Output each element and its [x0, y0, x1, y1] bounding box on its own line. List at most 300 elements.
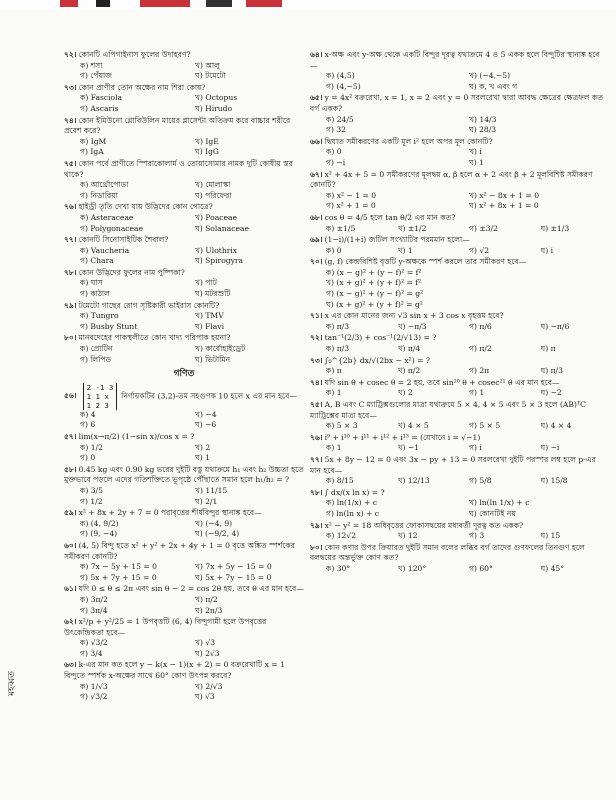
answer-option: ঘ) −6	[195, 420, 217, 430]
question-stem	[310, 356, 606, 367]
determinant-matrix	[83, 383, 118, 410]
answer-option: ক) শসা	[80, 60, 103, 70]
answer-options	[310, 344, 606, 355]
question-number: ৫৮।	[64, 464, 77, 474]
answer-option: গ) নিডারিয়া	[80, 190, 118, 200]
question-item	[64, 584, 304, 616]
answer-option: খ) π/2	[195, 594, 218, 604]
answer-option: গ) √2	[469, 245, 490, 255]
question-text: কোনটি এপিগাইনাস ফুলের উদাহরণ?	[78, 50, 191, 59]
answer-option: খ) 2/√3	[195, 681, 223, 691]
question-stem	[310, 378, 606, 389]
answer-options	[64, 519, 304, 540]
question-item	[64, 508, 304, 540]
question-text: ∫ dx/(x ln x) = ?	[324, 487, 385, 497]
question-item	[64, 159, 304, 201]
answer-option: ঘ) 45°	[540, 563, 565, 573]
answer-option: ঘ) 2π/3	[195, 605, 223, 615]
question-item	[310, 378, 606, 399]
answer-option: খ) ±1/2	[397, 223, 427, 233]
question-item	[310, 50, 606, 92]
answer-option: গ) i	[469, 443, 482, 453]
answer-option: গ) −i	[326, 157, 346, 167]
answer-option: গ) 3π/4	[80, 605, 108, 615]
answer-option: গ) Chara	[80, 256, 114, 266]
question-stem	[64, 235, 304, 246]
answer-option: ক) 30°	[326, 563, 351, 573]
answer-option: ঘ) π/3	[540, 366, 563, 376]
question-text: কোন কণার উপর ক্রিয়ারত দুইটি সমান বলের লব্ধির বর্গ তাদের গুণফলের তিনগুণ হলে বলদ্বয়ের অন্তর্ভুক্ত কোণ কত?	[310, 542, 585, 563]
answer-options	[310, 147, 606, 168]
answer-option: ক) (x − g)² + (y − f)² = f²	[326, 267, 422, 277]
question-stem	[64, 159, 304, 180]
answer-options	[64, 682, 304, 703]
answer-option: ঘ) মটরশুটি	[195, 289, 231, 299]
question-item	[64, 541, 304, 583]
answer-option: ঘ) 2√3	[195, 648, 220, 658]
answer-option: খ) (x + g)² + (y + f)² = f²	[326, 278, 422, 288]
answer-option: ক) 4	[80, 409, 96, 419]
answer-option: খ) Poaceae	[195, 212, 238, 222]
question-number: ৭৪।	[64, 115, 77, 125]
answer-option: ক) (4, 9/2)	[80, 518, 119, 528]
question-number: ৭৮।	[310, 487, 323, 497]
answer-option: খ) 2	[397, 388, 413, 398]
question-item	[64, 301, 304, 333]
answer-option: ঘ) 15/8	[540, 476, 568, 486]
right-column	[310, 50, 606, 576]
question-number: ৫৭।	[64, 432, 77, 441]
question-number: ৭৯।	[310, 520, 323, 530]
answer-option: খ) π/4	[397, 344, 421, 354]
answer-option: ঘ) ভিটামিন	[195, 354, 231, 364]
question-text: (g, f) কেন্দ্রবিশিষ্ট বৃত্তটি y-অক্ষকে স্পর্শ করলে তার সমীকরণ হবে—	[324, 257, 527, 267]
question-stem	[64, 333, 304, 344]
answer-option: খ) পাট	[195, 278, 217, 288]
answer-option: খ) আলু	[195, 60, 220, 70]
question-number: ৭১।	[310, 311, 323, 321]
question-stem	[310, 455, 606, 476]
question-stem	[64, 50, 304, 61]
top-color-band	[0, 0, 616, 10]
answer-options	[64, 638, 304, 659]
question-text: কোন পর্বে প্রাণীতে স্পিরাকোলার্ম ও তোয়াসোমার নামক দুটি কোষীয় স্তর থাকে?	[64, 158, 293, 179]
answer-option: খ) 7x + 5y − 15 = 0	[195, 562, 272, 572]
answer-option: ঘ) 5x + 7y − 15 = 0	[195, 572, 272, 582]
question-stem	[64, 432, 304, 443]
question-text: lim(x→π/2) (1−sin x)/cos x = ?	[78, 432, 195, 441]
answer-option: ঘ) √3	[195, 692, 215, 702]
answer-options	[310, 191, 606, 212]
question-number: ৭৮।	[64, 267, 77, 277]
left-column	[64, 50, 304, 704]
answer-options	[64, 180, 304, 201]
answer-option: খ) x² − 8x + 1 = 0	[469, 190, 540, 200]
matrix-row: 1 1 x	[86, 391, 109, 401]
question-stem	[64, 83, 304, 94]
answer-option: গ) ±3/2	[469, 223, 498, 233]
answer-option: গ) 6	[80, 420, 96, 430]
question-stem	[310, 93, 606, 114]
question-text: (1−i)/(1+i) জটিল সংখ্যাটির পরমমান হলো—	[324, 235, 470, 245]
answer-options	[310, 71, 606, 92]
question-text: দ্বিঘাত সমীকরণের একটি মূল i² হলে অপর মূল কোনটি?	[324, 136, 493, 146]
answer-option: ঘ) টমেটো	[195, 71, 226, 81]
answer-option: ঘ) Hirudo	[195, 103, 233, 113]
answer-options	[310, 322, 606, 333]
answer-option: খ) (−4, 9)	[195, 518, 233, 528]
answer-option: খ) 4 × 5	[397, 421, 429, 431]
question-item	[310, 257, 606, 310]
answer-option: গ) 1/2	[80, 496, 103, 506]
question-item	[64, 50, 304, 82]
answer-options	[310, 498, 606, 519]
answer-options	[310, 224, 606, 235]
answer-option: ঘ) IgG	[195, 147, 219, 157]
answer-option: ঘ) 15	[540, 531, 561, 541]
question-number: ৬০।	[64, 540, 77, 550]
answer-option: গ) (4,−5)	[326, 81, 361, 91]
answer-option: ঘ) ±1/3	[540, 223, 570, 233]
answer-option: ক) √3/2	[80, 638, 108, 648]
answer-option: ক) π/3	[326, 321, 350, 331]
answer-option: গ) 60°	[469, 563, 493, 573]
answer-option: গ) 5x + 7y + 15 = 0	[80, 572, 157, 582]
question-stem	[310, 433, 606, 444]
question-number: ৭৪।	[310, 377, 323, 387]
answer-option: ঘ) 2/1	[195, 496, 218, 506]
question-item	[310, 333, 606, 354]
answer-option: ক) প্রোটিন	[80, 344, 113, 354]
question-number: ৭৭।	[310, 454, 323, 464]
answer-option: ঘ) −i	[540, 443, 560, 453]
answer-option: গ) √3/2	[80, 692, 108, 702]
answer-option: গ) 3	[469, 531, 485, 541]
question-item	[310, 170, 606, 212]
answer-options	[64, 344, 304, 365]
answer-options	[310, 443, 606, 454]
question-number: ৮০।	[64, 333, 77, 343]
question-number: ৬৬।	[310, 136, 323, 146]
question-number: ৭২।	[64, 50, 77, 59]
answer-option: খ) π/2	[397, 366, 421, 376]
question-stem	[310, 521, 606, 532]
answer-option: ক) π	[326, 366, 342, 376]
answer-option: ঘ) Spirogyra	[195, 256, 244, 266]
question-stem	[310, 400, 606, 421]
answer-options	[310, 476, 606, 487]
matrix-row: 1 2 3	[86, 400, 109, 410]
question-text: x² + 8x + 2y + 7 = 0 পরাবৃত্তের শীর্ষবিন্দুর স্থানাঙ্ক হবে—	[78, 508, 262, 518]
answer-option: ক) 1/2	[80, 442, 103, 452]
question-text: x এর কোন মানের জন্য √3 sin x + 3 cos x বৃহত্তম হবে?	[324, 311, 504, 321]
answer-option: গ) 32	[326, 125, 347, 135]
answer-options	[64, 486, 304, 507]
question-text: কোন উদ্ভিদের ফুলের নাম পুষ্পিকা?	[78, 267, 185, 277]
answer-option: ঘ) 1	[469, 157, 484, 167]
question-stem	[64, 301, 304, 312]
answer-option: গ) Busby Stunt	[80, 321, 138, 331]
question-stem	[64, 465, 304, 486]
question-number: ৬৮।	[310, 212, 323, 222]
question-text: ∫₀^{2b} dx/√(2bx − x²) = ?	[324, 355, 430, 365]
question-text: x²/p + y²/25 = 1 উপবৃত্তটি (6, 4) বিন্দুগামী হলে উপবৃত্তের উৎকেন্দ্রিকতা হবে—	[64, 617, 267, 637]
answer-option: ঘ) Solanaceae	[195, 223, 249, 233]
answer-option: ক) 3π/2	[80, 594, 108, 604]
question-item	[310, 521, 606, 542]
answer-option: খ) √3	[195, 638, 216, 648]
question-item	[64, 268, 304, 300]
answer-option: ঘ) x² + 8x + 1 = 0	[469, 201, 539, 211]
answer-option: খ) (−4,−5)	[469, 71, 511, 81]
question-text: কোন ইমিউনো গ্লোবিউলিন মায়ের প্লাসেন্টা অতিক্রম করে বাচ্চার শরীরে প্রবেশ করে?	[64, 115, 291, 136]
answer-options	[310, 531, 606, 542]
answer-option: ক) IgM	[80, 136, 107, 146]
answer-options	[64, 137, 304, 158]
answer-option: ক) 0	[326, 245, 342, 255]
question-stem	[64, 268, 304, 279]
question-number: ৬২।	[64, 617, 77, 627]
question-number: ৬৪।	[310, 50, 323, 59]
answer-option: গ) Ascaris	[80, 103, 119, 113]
question-item	[310, 455, 606, 487]
question-text: x² − y² = 18 অধিবৃত্তের ফোকাসদ্বয়ের মধ্যবর্তী দূরত্ব কত একক?	[324, 520, 524, 530]
answer-options	[310, 115, 606, 136]
answer-option: ঘ) π	[540, 344, 556, 354]
question-stem	[310, 137, 606, 148]
question-stem	[64, 508, 304, 519]
question-number: ৫৬।	[64, 391, 77, 401]
answer-option: গ) 2π	[469, 366, 490, 376]
answer-option: খ) IgE	[195, 136, 219, 146]
answer-option: ঘ) কোনটিই নয়	[469, 508, 516, 518]
question-item	[64, 116, 304, 158]
section-title: গণিত	[173, 369, 195, 380]
answer-option: গ) 5/8	[469, 476, 492, 486]
answer-option: গ) π/6	[469, 321, 492, 331]
question-stem	[64, 617, 304, 638]
answer-option: ঘ) 1	[195, 453, 210, 463]
question-text: A, B এবং C ম্যাট্রিক্সগুলোর মাত্রা যথাক্রমে 5 × 4, 4 × 5 এবং 5 × 3 হলে (AB)ᵀC ম্যাট্রিক্সের মাত্রা হবে—	[310, 400, 586, 420]
answer-option: গ) Polygonaceae	[80, 223, 144, 233]
question-item	[64, 660, 304, 702]
answer-option: ক) 0	[326, 147, 342, 157]
question-item	[64, 235, 304, 267]
answer-option: খ) i	[469, 147, 482, 157]
answer-option: ঘ) i	[540, 245, 553, 255]
question-number: ৭৬।	[64, 202, 77, 212]
question-text: x² + 4x + 5 = 0 সমীকরণের মূলদ্বয় α, β হলে α + 2 এবং β + 2 মূলবিশিষ্ট সমীকরণ কোনটি?	[310, 169, 593, 190]
answer-option: খ) 12/13	[397, 476, 430, 486]
answer-options	[310, 388, 606, 399]
answer-option: গ) π/2	[469, 344, 492, 354]
answer-option: ক) ±1/5	[326, 223, 356, 233]
answer-option: গ) 5 × 5	[469, 421, 501, 431]
question-item	[310, 400, 606, 432]
answer-option: গ) ln(ln x) + c	[326, 508, 380, 518]
question-text: কোন প্রাণীর তোন অক্ষের নাম শিরা কোষ?	[78, 82, 206, 92]
question-stem	[310, 543, 606, 564]
question-item	[64, 432, 304, 464]
question-number: ৭৯।	[64, 300, 77, 310]
question-stem	[310, 333, 606, 344]
answer-option: গ) (9, −4)	[80, 529, 118, 539]
question-stem	[310, 213, 606, 224]
question-number: ৭৩।	[64, 82, 77, 92]
question-text: যদি 0 ≤ θ ≤ 2π এবং sin θ − 2 = cos 2θ হয়, তবে θ এর মান হবে—	[78, 584, 304, 594]
answer-option: গ) কাঠাল	[80, 289, 110, 299]
question-number: ৭৩।	[310, 355, 323, 365]
answer-option: খ) 120°	[397, 563, 427, 573]
question-text: x-অক্ষ এবং y-অক্ষ থেকে একটি বিন্দুর দূরত্ব যথাক্রমে 4 ও 5 একক হলে বিন্দুটির স্থানাঙ্ক হবে—	[310, 50, 600, 70]
answer-option: ক) 12√2	[326, 531, 357, 541]
side-label: মহব্বত	[7, 671, 17, 696]
question-stem	[64, 383, 304, 410]
question-text: কোনটি সিনোসাইটিক শৈবাল?	[78, 235, 169, 245]
question-number: ৬৯।	[310, 235, 323, 245]
question-item	[310, 93, 606, 135]
question-number: ৮০।	[310, 542, 323, 552]
question-stem	[310, 257, 606, 268]
answer-option: ঘ) 4 × 4	[540, 421, 572, 431]
question-stem	[64, 202, 304, 213]
question-item	[64, 465, 304, 507]
answer-options	[310, 246, 606, 257]
answer-option: ক) Vaucheria	[80, 245, 130, 255]
answer-option: খ) কার্বোহাইড্রেট	[195, 344, 246, 354]
answer-option: খ) 1	[397, 245, 413, 255]
question-text: হাইড্রী তৃতি দেখা যায় উদ্ভিদের কোন গোত্রে?	[78, 202, 213, 212]
question-text: y = 4x² বক্ররেখা, x = 1, x = 2 এবং y = 0 সরলরেখা দ্বারা আবদ্ধ ক্ষেত্রের ক্ষেত্রফল কত বর্গ একক?	[310, 93, 603, 113]
answer-option: ক) 1/√3	[80, 681, 108, 691]
answer-option: ক) 7x − 5y + 15 = 0	[80, 562, 157, 572]
question-text: টমেটো গাছের রোগ সৃষ্টিকারী ভাইরাস কোনটি?	[78, 300, 220, 310]
answer-option: ক) আর্থ্রোপোডা	[80, 180, 129, 190]
question-item	[310, 235, 606, 256]
answer-options	[64, 278, 304, 299]
answer-options	[64, 61, 304, 82]
answer-options	[64, 311, 304, 332]
question-stem	[310, 50, 606, 71]
answer-option: ক) ln(1/x) + c	[326, 498, 378, 508]
question-number: ৭৫।	[64, 158, 77, 168]
question-text: tan⁻¹(2/3) + cos⁻¹(2/√13) = ?	[324, 333, 437, 343]
question-item	[64, 617, 304, 659]
answer-option: গ) 0	[80, 453, 96, 463]
question-number: ৬৩।	[64, 660, 77, 670]
answer-option: খ) 2	[195, 442, 211, 452]
answer-options	[310, 564, 606, 575]
question-text: 5x + 8y − 12 = 0 এবং 3x − py + 13 = 0 সরলরেখা দুইটি পরস্পর লম্ব হলে p-এর মান হবে—	[310, 454, 596, 475]
answer-option: গ) 1	[469, 388, 485, 398]
answer-option: খ) মোলাস্কা	[195, 180, 231, 190]
question-item	[310, 543, 606, 575]
answer-options	[64, 443, 304, 464]
question-text: cos θ = 4/5 হলে tan θ/2 এর মান কত?	[324, 212, 456, 222]
answer-option: খ) 14/3	[469, 114, 497, 124]
question-number: ৭২।	[310, 333, 323, 343]
answer-option: ক) 1	[326, 388, 342, 398]
question-number: ৬৫।	[310, 93, 323, 103]
question-stem	[310, 235, 606, 246]
question-number: ৭০।	[310, 257, 323, 267]
answer-option: গ) 3/4	[80, 648, 103, 658]
answer-option: ঘ) Flavi	[195, 321, 225, 331]
answer-option: ক) x² − 1 = 0	[326, 190, 377, 200]
question-text: (4, 5) বিন্দু হতে x² + y² + 2x + 4y + 1 = 0 বৃত্তে অঙ্কিত স্পর্শকের সমীকরণ কোনটি?	[64, 540, 295, 561]
answer-option: খ) Octopus	[195, 93, 238, 103]
question-number: ৭৭।	[64, 235, 77, 245]
answer-options	[310, 421, 606, 432]
question-text: মানবদেহের পাকস্থলীতে কোন খাদ্য পরিপাক হয়না?	[78, 333, 231, 343]
answer-options	[64, 562, 304, 583]
answer-option: খ) 11/15	[195, 485, 228, 495]
answer-options	[64, 246, 304, 267]
question-text: নির্ণায়কটির (3,2)-তম সহগুণক 10 হলে x এর মান হবে—	[121, 391, 297, 401]
answer-option: গ) লিপিড	[80, 354, 112, 364]
answer-options	[310, 366, 606, 377]
question-text: 0.45 kg এবং 0.90 kg ভরের দুইটি বস্তু যথাক্রমে h₁ এবং h₂ উচ্চতা হতে মুক্তভাবে পড়লে এদের গতিশক্তিতে ভূপৃষ্ঠে পৌঁছাতে সমান হলে h₁/h₂ = ?	[64, 464, 304, 485]
answer-option: ক) 8/15	[326, 476, 354, 486]
question-item	[310, 311, 606, 332]
answer-options	[310, 268, 606, 310]
answer-option: খ) −π/3	[397, 321, 427, 331]
question-item	[64, 202, 304, 234]
answer-option: খ) −4	[195, 409, 217, 419]
answer-option: খ) −1	[397, 443, 420, 453]
question-stem	[310, 170, 606, 191]
answer-option: গ) (x − g)² + (y − f)² = g²	[326, 289, 424, 299]
question-item	[310, 137, 606, 169]
answer-option: ঘ) −2	[540, 388, 562, 398]
answer-options	[64, 595, 304, 616]
answer-option: গ) IgA	[80, 147, 104, 157]
question-stem	[310, 311, 606, 322]
question-item	[64, 383, 304, 431]
question-stem	[64, 541, 304, 562]
answer-option: ঘ) ক, খ এবং গ	[469, 81, 518, 91]
answer-option: ক) π/3	[326, 344, 350, 354]
question-stem	[64, 116, 304, 137]
answer-option: খ) 12	[397, 531, 418, 541]
question-item	[64, 333, 304, 365]
answer-option: ক) 3/5	[80, 485, 103, 495]
answer-options	[64, 213, 304, 234]
answer-option: গ) পেঁয়াজ	[80, 71, 113, 81]
answer-option: ক) Asteraceae	[80, 212, 134, 222]
question-number: ৫৯।	[64, 508, 77, 518]
answer-option: ক) ঘাস	[80, 278, 103, 288]
answer-option: ঘ) −π/6	[540, 321, 570, 331]
question-stem	[64, 584, 304, 595]
answer-option: খ) Ulothrix	[195, 245, 238, 255]
question-number: ৭৬।	[310, 432, 323, 442]
question-stem	[64, 660, 304, 681]
answer-options	[64, 93, 304, 114]
question-item	[310, 433, 606, 454]
answer-option: ক) (4,5)	[326, 71, 355, 81]
question-text: i⁹ + i¹⁰ + i¹¹ + i¹² + i¹³ = (যেখানে i = √−1)	[324, 432, 481, 442]
answer-option: ক) Tungro	[80, 311, 119, 321]
answer-option: ঘ) পরিফেরা	[195, 190, 232, 200]
question-text: k-এর মান কত হলে y − k(x − 1)(x + 2) = 0 বক্ররেখাটি x = 1 বিন্দুতে স্পর্শক x-অক্ষের সাথে 60° কোণ উৎপন্ন করবে?	[64, 660, 285, 681]
answer-option: ঘ) (−9/2, 4)	[195, 529, 240, 539]
question-item	[64, 83, 304, 115]
answer-option: ক) 5 × 3	[326, 421, 358, 431]
answer-option: ক) 1	[326, 443, 342, 453]
answer-option: গ) x² + 1 = 0	[326, 201, 376, 211]
answer-option: খ) TMV	[195, 311, 224, 321]
